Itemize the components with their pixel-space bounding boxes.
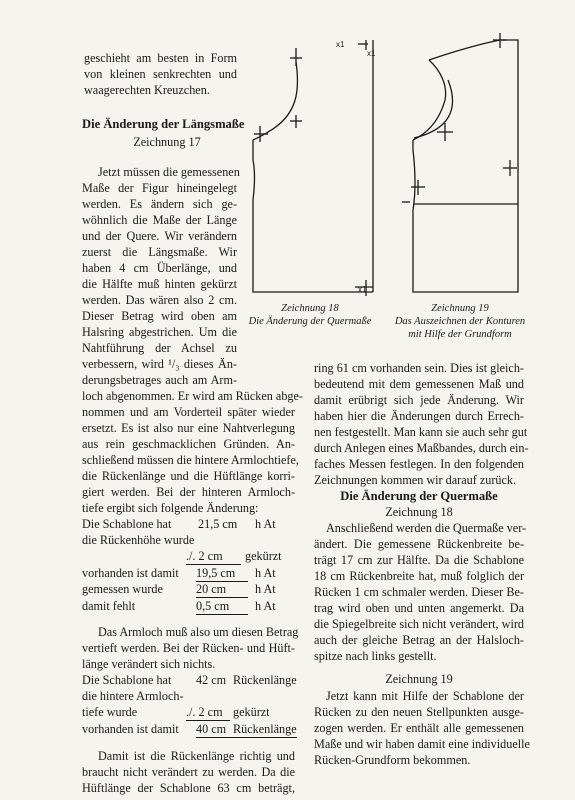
text-line: auch der gleiche Betrag an der Halsloch-: [314, 633, 524, 647]
intro-line: geschieht am besten in Form: [84, 51, 237, 65]
text-line: trag wird oben und unten angemerkt. Da: [314, 601, 524, 615]
text-line: durch Anlegen eines Maßbandes, durch ein-: [314, 441, 529, 455]
table-unit: Rückenlänge: [233, 673, 297, 687]
table-value: 42 cm: [196, 673, 227, 687]
text-line: Rücken-Grundform bekommen.: [314, 753, 471, 767]
table-value: 19,5 cm: [196, 566, 248, 582]
text-line: derungsbetrages auch am Arm-: [82, 373, 237, 387]
table-unit: h At: [255, 599, 276, 613]
table-value: 0,5 cm: [196, 599, 248, 615]
fig19-mark-top: x1: [367, 49, 376, 58]
text-line: werden. Es ändern sich ge-: [82, 197, 237, 211]
text-line: Jetzt kann mit Hilfe der Schablone der: [326, 689, 524, 703]
fig18-caption-title: Die Änderung der Quermaße: [248, 316, 372, 327]
text-line: Damit ist die Rückenlänge richtig und: [98, 749, 295, 763]
fig18-mark-bottom: x1: [358, 285, 367, 294]
text-line: und der Quere. Wir verändern: [82, 229, 237, 243]
text-line: damit erübrigt sich jede Änderung. Wir: [314, 393, 524, 407]
table-value: 40 cm: [196, 722, 233, 738]
table-label: gemessen wurde: [82, 582, 163, 596]
table-label: damit fehlt: [82, 599, 136, 613]
text-line: spitze nach links gestellt.: [314, 649, 437, 663]
table-label: Die Schablone hat: [82, 517, 172, 531]
text-line: Maße der Figur hineingelegt: [82, 181, 237, 195]
text-line: Hüftlänge der Schablone 63 cm beträgt,: [82, 781, 295, 795]
text-line: Maße und wir haben damit eine individuelle: [314, 737, 530, 751]
table-value: 20 cm: [196, 582, 248, 598]
table-unit: gekürzt: [233, 705, 270, 719]
text-line: faches Messen festlegen. In den folgenden: [314, 457, 524, 471]
table-label: die hintere Armloch-: [82, 689, 184, 703]
text-line: giert werden. Bei der hinteren Armloch-: [82, 485, 295, 499]
text-line: haben hier die Änderungen durch Errech-: [314, 409, 524, 423]
text-line: vertieft werden. Bei der Rücken- und Hüft-: [82, 641, 295, 655]
text-line: ändert. Die gemessene Rückenbreite be-: [314, 537, 524, 551]
text-line: loch abgenommen. Er wird am Rücken abge-: [82, 389, 303, 403]
table-label: vorhanden ist damit: [82, 722, 179, 736]
fig19-caption-subtitle: mit Hilfe der Grundform: [408, 329, 512, 340]
table-unit: h At: [255, 517, 276, 531]
text-line: tiefe ergibt sich folgende Änderung:: [82, 501, 259, 515]
laengs-subheading: Zeichnung 17: [133, 135, 201, 149]
fig19-pattern: [402, 33, 518, 292]
text-line: Nahtführung der Achsel zu: [82, 341, 237, 355]
fig19-caption-number: Zeichnung 19: [431, 303, 489, 314]
text-line: Rücken 1 cm schmaler werden. Dieser Be-: [314, 585, 524, 599]
text-line: braucht nicht verändert zu werden. Da die: [82, 765, 295, 779]
table-value: 21,5 cm: [198, 517, 238, 531]
text-line: nommen und am Vorderteil später wieder: [82, 405, 295, 419]
table-label: die Rückenhöhe wurde: [82, 533, 195, 547]
text-line: Rücken zu den neuen Stellpunkten ausge-: [314, 705, 524, 719]
fig19-caption-title: Das Auszeichnen der Konturen: [394, 316, 526, 327]
text-line: Halsring abgestrichen. Um die: [82, 325, 237, 339]
laengs-heading: Die Änderung der Längsmaße: [82, 117, 245, 131]
z19-heading: Zeichnung 19: [385, 672, 453, 686]
text-line: werden. Das wären also 2 cm.: [82, 293, 237, 307]
quer-subheading: Zeichnung 18: [385, 505, 453, 519]
fig18-pattern: [253, 40, 373, 296]
text-line: zogen werden. Er enthält alle gemessenen: [314, 721, 524, 735]
table-value: ./. 2 cm: [186, 705, 230, 721]
text-line: Jetzt müssen die gemessenen: [98, 165, 240, 179]
text-line: zuerst die Längsmaße. Wir: [82, 245, 237, 259]
text-line: Dieser Betrag wird oben am: [82, 309, 237, 323]
table-unit: gekürzt: [245, 549, 282, 563]
text-line: länge verändert sich nichts.: [82, 657, 216, 671]
table-label: Die Schablone hat: [82, 673, 172, 687]
text-line: die Hälfte muß hinten gekürzt: [82, 277, 237, 291]
fig18-caption-number: Zeichnung 18: [281, 303, 339, 314]
text-line: ring 61 cm vorhanden sein. Dies ist gleich-: [314, 361, 524, 375]
intro-line: von kleinen senkrechten und: [84, 67, 237, 81]
text-line: Zeichnungen kommen wir darauf zurück.: [314, 473, 517, 487]
quer-heading: Die Änderung der Quermaße: [340, 489, 498, 503]
intro-line: waagerechten Kreuzchen.: [84, 83, 210, 97]
text-line: bedeutend mit dem gemessenen Maß und: [314, 377, 524, 391]
table-unit: h At: [255, 566, 276, 580]
text-line: die Spiegelbreite sich nicht verändert, wird: [314, 617, 524, 631]
text-line: aus rein geschmacklichen Gründen. An-: [82, 437, 295, 451]
text-line: trägt 17 cm zur Hälfte. Da die Schablone: [314, 553, 524, 567]
table-label: vorhanden ist damit: [82, 566, 179, 580]
text-line: ersetzt. Es ist also nur eine Nahtverlegung: [82, 421, 295, 435]
text-line: nen festgestellt. Man kann sie auch sehr gut: [314, 425, 528, 439]
text-line: wöhnlich die Maße der Länge: [82, 213, 237, 227]
text-line: 18 cm Rückenbreite hat, muß folglich der: [314, 569, 524, 583]
text-line: Das Armloch muß also um diesen Betrag: [98, 625, 299, 639]
text-line: haben 4 cm Überlänge, und: [82, 261, 237, 275]
table-value: ./. 2 cm: [186, 549, 241, 565]
table-unit: h At: [255, 582, 276, 596]
table-label: tiefe wurde: [82, 705, 138, 719]
text-line: Anschließend werden die Quermaße ver-: [326, 521, 527, 535]
fig18-mark-top: x1: [336, 40, 345, 49]
table-unit: Rückenlänge: [233, 722, 297, 736]
text-line: die Rückenlänge und die Hüftlänge korri-: [82, 469, 295, 483]
text-line: verbessern, wird ¹/₃ dieses Än-: [82, 357, 237, 371]
text-line: schließend müssen die hintere Armlochtiefe,: [82, 453, 299, 467]
